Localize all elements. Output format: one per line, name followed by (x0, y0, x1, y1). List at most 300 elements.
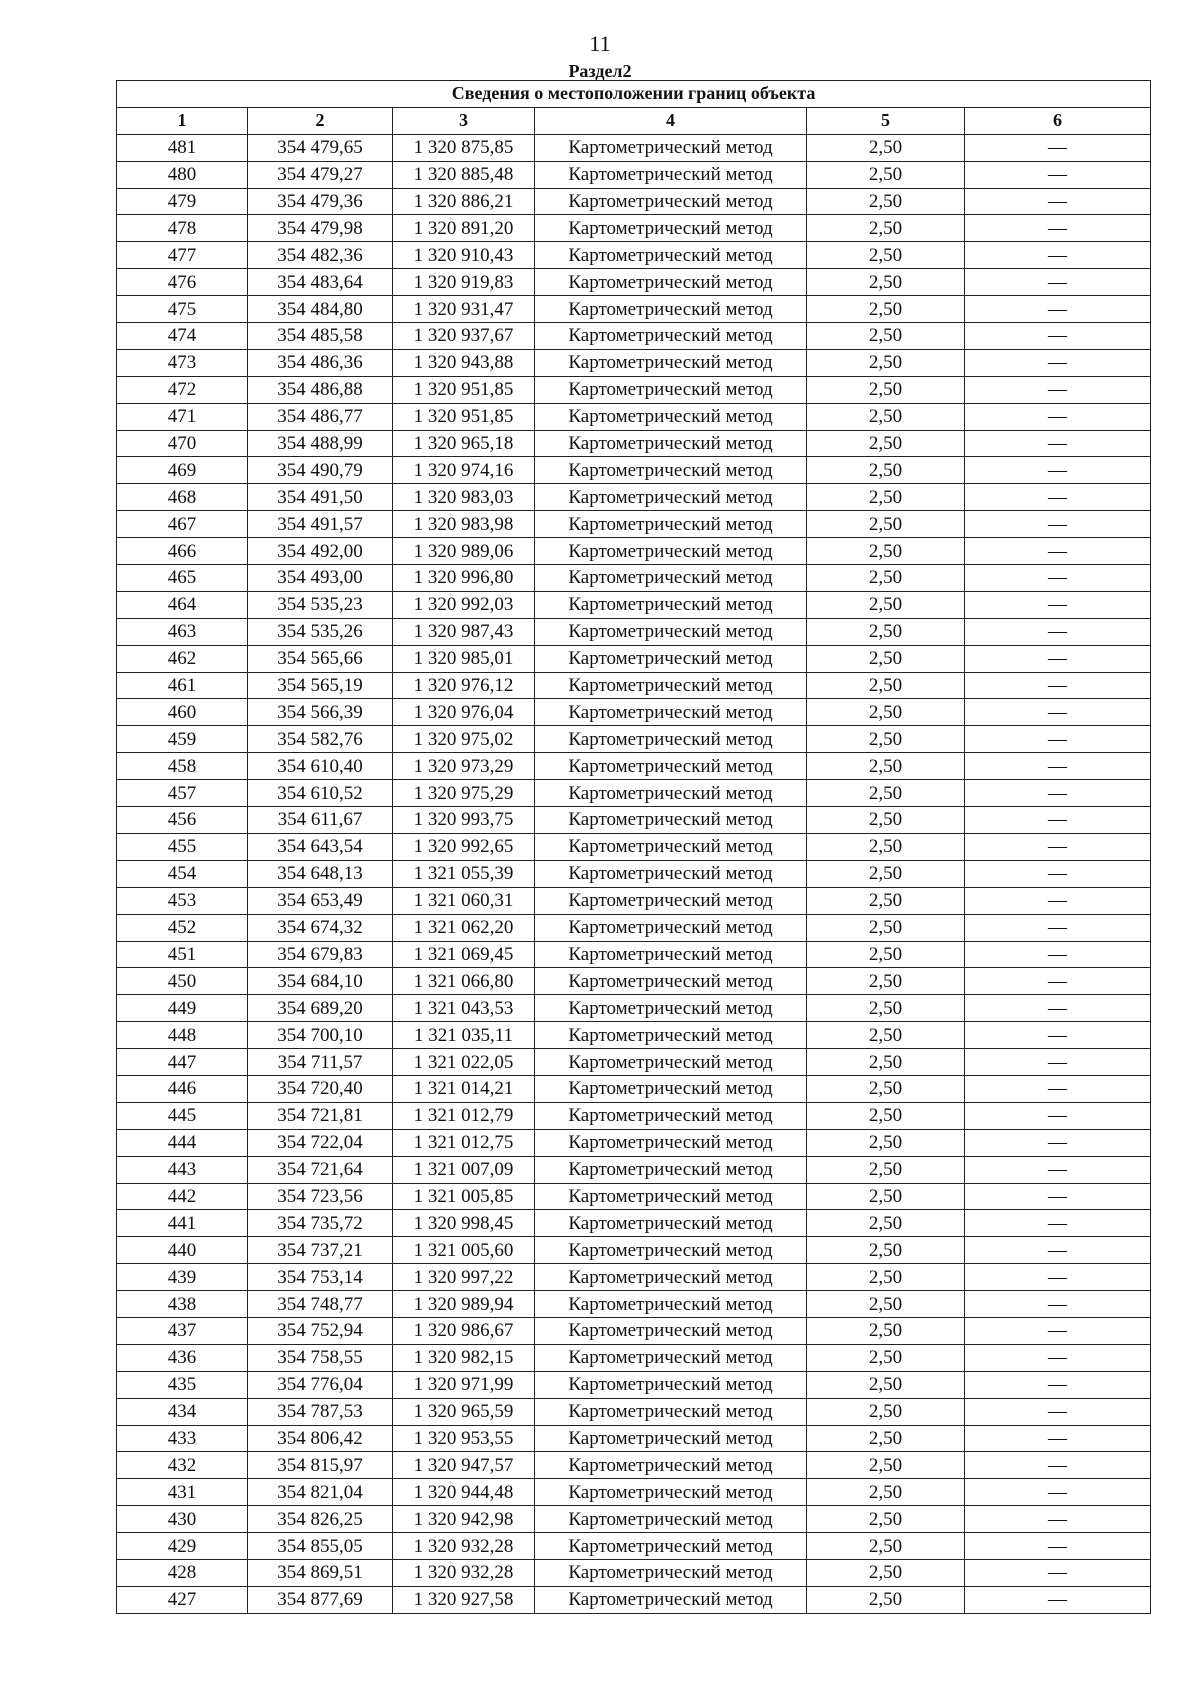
accuracy-cell: 2,50 (807, 860, 965, 887)
point-number-cell: 463 (117, 618, 248, 645)
accuracy-cell: 2,50 (807, 188, 965, 215)
table-row (117, 807, 1151, 834)
method-cell: Картометрический метод (535, 1022, 807, 1049)
accuracy-cell: 2,50 (807, 1425, 965, 1452)
table-row (117, 1371, 1151, 1398)
method-cell: Картометрический метод (535, 1586, 807, 1613)
y-coordinate-cell: 1 320 976,04 (393, 699, 535, 726)
point-number-cell: 473 (117, 349, 248, 376)
x-coordinate-cell: 354 488,99 (248, 430, 393, 457)
table-row (117, 1317, 1151, 1344)
x-coordinate-cell: 354 479,36 (248, 188, 393, 215)
accuracy-cell: 2,50 (807, 1506, 965, 1533)
table-row (117, 269, 1151, 296)
accuracy-cell: 2,50 (807, 591, 965, 618)
point-number-cell: 455 (117, 833, 248, 860)
y-coordinate-cell: 1 321 005,85 (393, 1183, 535, 1210)
method-cell: Картометрический метод (535, 726, 807, 753)
y-coordinate-cell: 1 320 975,02 (393, 726, 535, 753)
x-coordinate-cell: 354 748,77 (248, 1291, 393, 1318)
description-cell: — (965, 1237, 1151, 1264)
table-row (117, 1559, 1151, 1586)
x-coordinate-cell: 354 582,76 (248, 726, 393, 753)
table-row (117, 699, 1151, 726)
y-coordinate-cell: 1 321 012,75 (393, 1129, 535, 1156)
y-coordinate-cell: 1 320 992,03 (393, 591, 535, 618)
method-cell: Картометрический метод (535, 242, 807, 269)
y-coordinate-cell: 1 320 937,67 (393, 323, 535, 350)
table-row (117, 591, 1151, 618)
table-row (117, 753, 1151, 780)
method-cell: Картометрический метод (535, 1559, 807, 1586)
x-coordinate-cell: 354 565,66 (248, 645, 393, 672)
x-coordinate-cell: 354 821,04 (248, 1479, 393, 1506)
method-cell: Картометрический метод (535, 565, 807, 592)
accuracy-cell: 2,50 (807, 1049, 965, 1076)
x-coordinate-cell: 354 753,14 (248, 1264, 393, 1291)
y-coordinate-cell: 1 320 998,45 (393, 1210, 535, 1237)
description-cell: — (965, 726, 1151, 753)
method-cell: Картометрический метод (535, 807, 807, 834)
method-cell: Картометрический метод (535, 995, 807, 1022)
y-coordinate-cell: 1 320 983,03 (393, 484, 535, 511)
table-row (117, 780, 1151, 807)
point-number-cell: 431 (117, 1479, 248, 1506)
point-number-cell: 467 (117, 511, 248, 538)
description-cell: — (965, 887, 1151, 914)
description-cell: — (965, 941, 1151, 968)
method-cell: Картометрический метод (535, 376, 807, 403)
method-cell: Картометрический метод (535, 349, 807, 376)
x-coordinate-cell: 354 484,80 (248, 296, 393, 323)
table-row (117, 538, 1151, 565)
accuracy-cell: 2,50 (807, 1291, 965, 1318)
point-number-cell: 452 (117, 914, 248, 941)
description-cell: — (965, 1156, 1151, 1183)
x-coordinate-cell: 354 855,05 (248, 1533, 393, 1560)
y-coordinate-cell: 1 320 885,48 (393, 161, 535, 188)
method-cell: Картометрический метод (535, 699, 807, 726)
x-coordinate-cell: 354 610,52 (248, 780, 393, 807)
method-cell: Картометрический метод (535, 914, 807, 941)
method-cell: Картометрический метод (535, 1452, 807, 1479)
y-coordinate-cell: 1 320 997,22 (393, 1264, 535, 1291)
table-row (117, 1210, 1151, 1237)
accuracy-cell: 2,50 (807, 672, 965, 699)
accuracy-cell: 2,50 (807, 1371, 965, 1398)
x-coordinate-cell: 354 758,55 (248, 1344, 393, 1371)
description-cell: — (965, 807, 1151, 834)
y-coordinate-cell: 1 320 992,65 (393, 833, 535, 860)
point-number-cell: 439 (117, 1264, 248, 1291)
table-row (117, 968, 1151, 995)
y-coordinate-cell: 1 321 060,31 (393, 887, 535, 914)
x-coordinate-cell: 354 492,00 (248, 538, 393, 565)
y-coordinate-cell: 1 320 951,85 (393, 376, 535, 403)
accuracy-cell: 2,50 (807, 1452, 965, 1479)
table-row (117, 376, 1151, 403)
description-cell: — (965, 645, 1151, 672)
method-cell: Картометрический метод (535, 780, 807, 807)
point-number-cell: 470 (117, 430, 248, 457)
x-coordinate-cell: 354 648,13 (248, 860, 393, 887)
y-coordinate-cell: 1 320 986,67 (393, 1317, 535, 1344)
y-coordinate-cell: 1 320 973,29 (393, 753, 535, 780)
method-cell: Картометрический метод (535, 1317, 807, 1344)
x-coordinate-cell: 354 491,50 (248, 484, 393, 511)
method-cell: Картометрический метод (535, 1075, 807, 1102)
point-number-cell: 432 (117, 1452, 248, 1479)
y-coordinate-cell: 1 320 944,48 (393, 1479, 535, 1506)
y-coordinate-cell: 1 321 066,80 (393, 968, 535, 995)
method-cell: Картометрический метод (535, 887, 807, 914)
column-header: 3 (393, 107, 535, 134)
point-number-cell: 474 (117, 323, 248, 350)
y-coordinate-cell: 1 320 942,98 (393, 1506, 535, 1533)
method-cell: Картометрический метод (535, 968, 807, 995)
accuracy-cell: 2,50 (807, 376, 965, 403)
x-coordinate-cell: 354 610,40 (248, 753, 393, 780)
description-cell: — (965, 269, 1151, 296)
y-coordinate-cell: 1 320 931,47 (393, 296, 535, 323)
description-cell: — (965, 403, 1151, 430)
y-coordinate-cell: 1 321 005,60 (393, 1237, 535, 1264)
y-coordinate-cell: 1 320 891,20 (393, 215, 535, 242)
point-number-cell: 442 (117, 1183, 248, 1210)
accuracy-cell: 2,50 (807, 134, 965, 161)
y-coordinate-cell: 1 320 996,80 (393, 565, 535, 592)
accuracy-cell: 2,50 (807, 296, 965, 323)
table-row (117, 645, 1151, 672)
description-cell: — (965, 1264, 1151, 1291)
accuracy-cell: 2,50 (807, 1022, 965, 1049)
description-cell: — (965, 1586, 1151, 1613)
y-coordinate-cell: 1 320 953,55 (393, 1425, 535, 1452)
y-coordinate-cell: 1 320 985,01 (393, 645, 535, 672)
accuracy-cell: 2,50 (807, 807, 965, 834)
accuracy-cell: 2,50 (807, 1237, 965, 1264)
column-header: 2 (248, 107, 393, 134)
x-coordinate-cell: 354 815,97 (248, 1452, 393, 1479)
method-cell: Картометрический метод (535, 1210, 807, 1237)
description-cell: — (965, 242, 1151, 269)
x-coordinate-cell: 354 737,21 (248, 1237, 393, 1264)
accuracy-cell: 2,50 (807, 833, 965, 860)
description-cell: — (965, 1317, 1151, 1344)
point-number-cell: 438 (117, 1291, 248, 1318)
y-coordinate-cell: 1 320 932,28 (393, 1559, 535, 1586)
description-cell: — (965, 376, 1151, 403)
point-number-cell: 447 (117, 1049, 248, 1076)
accuracy-cell: 2,50 (807, 968, 965, 995)
x-coordinate-cell: 354 491,57 (248, 511, 393, 538)
y-coordinate-cell: 1 321 007,09 (393, 1156, 535, 1183)
point-number-cell: 434 (117, 1398, 248, 1425)
description-cell: — (965, 1398, 1151, 1425)
y-coordinate-cell: 1 321 014,21 (393, 1075, 535, 1102)
accuracy-cell: 2,50 (807, 1559, 965, 1586)
table-row (117, 296, 1151, 323)
table-row (117, 887, 1151, 914)
accuracy-cell: 2,50 (807, 538, 965, 565)
point-number-cell: 462 (117, 645, 248, 672)
accuracy-cell: 2,50 (807, 1183, 965, 1210)
description-cell: — (965, 188, 1151, 215)
y-coordinate-cell: 1 320 910,43 (393, 242, 535, 269)
description-cell: — (965, 484, 1151, 511)
accuracy-cell: 2,50 (807, 323, 965, 350)
table-row (117, 484, 1151, 511)
description-cell: — (965, 1533, 1151, 1560)
x-coordinate-cell: 354 674,32 (248, 914, 393, 941)
point-number-cell: 449 (117, 995, 248, 1022)
x-coordinate-cell: 354 486,77 (248, 403, 393, 430)
accuracy-cell: 2,50 (807, 780, 965, 807)
method-cell: Картометрический метод (535, 430, 807, 457)
description-cell: — (965, 1049, 1151, 1076)
point-number-cell: 450 (117, 968, 248, 995)
x-coordinate-cell: 354 653,49 (248, 887, 393, 914)
x-coordinate-cell: 354 479,98 (248, 215, 393, 242)
point-number-cell: 454 (117, 860, 248, 887)
table-caption-row (117, 81, 1151, 108)
method-cell: Картометрический метод (535, 645, 807, 672)
table-row (117, 1425, 1151, 1452)
method-cell: Картометрический метод (535, 833, 807, 860)
accuracy-cell: 2,50 (807, 726, 965, 753)
method-cell: Картометрический метод (535, 860, 807, 887)
description-cell: — (965, 833, 1151, 860)
description-cell: — (965, 565, 1151, 592)
y-coordinate-cell: 1 321 062,20 (393, 914, 535, 941)
y-coordinate-cell: 1 320 943,88 (393, 349, 535, 376)
point-number-cell: 453 (117, 887, 248, 914)
method-cell: Картометрический метод (535, 484, 807, 511)
y-coordinate-cell: 1 320 947,57 (393, 1452, 535, 1479)
table-row (117, 1291, 1151, 1318)
description-cell: — (965, 968, 1151, 995)
table-row (117, 161, 1151, 188)
method-cell: Картометрический метод (535, 1129, 807, 1156)
description-cell: — (965, 1022, 1151, 1049)
x-coordinate-cell: 354 679,83 (248, 941, 393, 968)
table-row (117, 457, 1151, 484)
accuracy-cell: 2,50 (807, 1398, 965, 1425)
point-number-cell: 428 (117, 1559, 248, 1586)
description-cell: — (965, 1425, 1151, 1452)
description-cell: — (965, 914, 1151, 941)
table-row (117, 618, 1151, 645)
y-coordinate-cell: 1 320 982,15 (393, 1344, 535, 1371)
table-row (117, 1586, 1151, 1613)
accuracy-cell: 2,50 (807, 215, 965, 242)
table-row (117, 1049, 1151, 1076)
y-coordinate-cell: 1 320 974,16 (393, 457, 535, 484)
table-row (117, 1506, 1151, 1533)
table-row (117, 430, 1151, 457)
accuracy-cell: 2,50 (807, 403, 965, 430)
accuracy-cell: 2,50 (807, 484, 965, 511)
point-number-cell: 478 (117, 215, 248, 242)
point-number-cell: 469 (117, 457, 248, 484)
point-number-cell: 464 (117, 591, 248, 618)
y-coordinate-cell: 1 320 989,06 (393, 538, 535, 565)
method-cell: Картометрический метод (535, 1425, 807, 1452)
x-coordinate-cell: 354 684,10 (248, 968, 393, 995)
accuracy-cell: 2,50 (807, 1102, 965, 1129)
y-coordinate-cell: 1 320 983,98 (393, 511, 535, 538)
page-number: 11 (589, 31, 611, 56)
x-coordinate-cell: 354 721,64 (248, 1156, 393, 1183)
table-row (117, 1075, 1151, 1102)
accuracy-cell: 2,50 (807, 430, 965, 457)
description-cell: — (965, 1506, 1151, 1533)
accuracy-cell: 2,50 (807, 1210, 965, 1237)
accuracy-cell: 2,50 (807, 511, 965, 538)
x-coordinate-cell: 354 700,10 (248, 1022, 393, 1049)
boundary-coordinates-table (116, 80, 1151, 1614)
description-cell: — (965, 1559, 1151, 1586)
x-coordinate-cell: 354 535,23 (248, 591, 393, 618)
method-cell: Картометрический метод (535, 1264, 807, 1291)
accuracy-cell: 2,50 (807, 645, 965, 672)
accuracy-cell: 2,50 (807, 1533, 965, 1560)
x-coordinate-cell: 354 643,54 (248, 833, 393, 860)
point-number-cell: 460 (117, 699, 248, 726)
y-coordinate-cell: 1 320 875,85 (393, 134, 535, 161)
accuracy-cell: 2,50 (807, 457, 965, 484)
table-row (117, 995, 1151, 1022)
x-coordinate-cell: 354 565,19 (248, 672, 393, 699)
method-cell: Картометрический метод (535, 1049, 807, 1076)
y-coordinate-cell: 1 320 989,94 (393, 1291, 535, 1318)
y-coordinate-cell: 1 321 022,05 (393, 1049, 535, 1076)
y-coordinate-cell: 1 321 012,79 (393, 1102, 535, 1129)
x-coordinate-cell: 354 493,00 (248, 565, 393, 592)
method-cell: Картометрический метод (535, 269, 807, 296)
description-cell: — (965, 1291, 1151, 1318)
point-number-cell: 441 (117, 1210, 248, 1237)
x-coordinate-cell: 354 752,94 (248, 1317, 393, 1344)
y-coordinate-cell: 1 320 965,59 (393, 1398, 535, 1425)
point-number-cell: 437 (117, 1317, 248, 1344)
accuracy-cell: 2,50 (807, 565, 965, 592)
accuracy-cell: 2,50 (807, 753, 965, 780)
y-coordinate-cell: 1 320 919,83 (393, 269, 535, 296)
description-cell: — (965, 1102, 1151, 1129)
x-coordinate-cell: 354 711,57 (248, 1049, 393, 1076)
accuracy-cell: 2,50 (807, 1586, 965, 1613)
method-cell: Картометрический метод (535, 1533, 807, 1560)
x-coordinate-cell: 354 485,58 (248, 323, 393, 350)
table-row (117, 188, 1151, 215)
table-row (117, 1022, 1151, 1049)
table-row (117, 1398, 1151, 1425)
accuracy-cell: 2,50 (807, 941, 965, 968)
y-coordinate-cell: 1 321 043,53 (393, 995, 535, 1022)
accuracy-cell: 2,50 (807, 1317, 965, 1344)
table-row (117, 1479, 1151, 1506)
point-number-cell: 427 (117, 1586, 248, 1613)
table-row (117, 1237, 1151, 1264)
point-number-cell: 435 (117, 1371, 248, 1398)
method-cell: Картометрический метод (535, 1506, 807, 1533)
accuracy-cell: 2,50 (807, 1479, 965, 1506)
point-number-cell: 433 (117, 1425, 248, 1452)
description-cell: — (965, 323, 1151, 350)
method-cell: Картометрический метод (535, 1183, 807, 1210)
y-coordinate-cell: 1 321 035,11 (393, 1022, 535, 1049)
y-coordinate-cell: 1 320 951,85 (393, 403, 535, 430)
point-number-cell: 480 (117, 161, 248, 188)
method-cell: Картометрический метод (535, 188, 807, 215)
table-row (117, 349, 1151, 376)
x-coordinate-cell: 354 787,53 (248, 1398, 393, 1425)
point-number-cell: 465 (117, 565, 248, 592)
method-cell: Картометрический метод (535, 323, 807, 350)
point-number-cell: 475 (117, 296, 248, 323)
description-cell: — (965, 860, 1151, 887)
description-cell: — (965, 1371, 1151, 1398)
x-coordinate-cell: 354 689,20 (248, 995, 393, 1022)
table-row (117, 672, 1151, 699)
description-cell: — (965, 699, 1151, 726)
y-coordinate-cell: 1 321 055,39 (393, 860, 535, 887)
x-coordinate-cell: 354 566,39 (248, 699, 393, 726)
table-row (117, 726, 1151, 753)
column-header: 4 (535, 107, 807, 134)
point-number-cell: 457 (117, 780, 248, 807)
table-row (117, 403, 1151, 430)
method-cell: Картометрический метод (535, 511, 807, 538)
point-number-cell: 436 (117, 1344, 248, 1371)
y-coordinate-cell: 1 320 965,18 (393, 430, 535, 457)
description-cell: — (965, 215, 1151, 242)
description-cell: — (965, 995, 1151, 1022)
point-number-cell: 456 (117, 807, 248, 834)
x-coordinate-cell: 354 806,42 (248, 1425, 393, 1452)
description-cell: — (965, 538, 1151, 565)
method-cell: Картометрический метод (535, 1237, 807, 1264)
method-cell: Картометрический метод (535, 403, 807, 430)
description-cell: — (965, 457, 1151, 484)
method-cell: Картометрический метод (535, 1479, 807, 1506)
table-row (117, 215, 1151, 242)
method-cell: Картометрический метод (535, 215, 807, 242)
table-body (117, 134, 1151, 1613)
x-coordinate-cell: 354 490,79 (248, 457, 393, 484)
table-row (117, 1533, 1151, 1560)
x-coordinate-cell: 354 482,36 (248, 242, 393, 269)
table-row (117, 833, 1151, 860)
point-number-cell: 481 (117, 134, 248, 161)
point-number-cell: 443 (117, 1156, 248, 1183)
point-number-cell: 468 (117, 484, 248, 511)
description-cell: — (965, 1344, 1151, 1371)
table-row (117, 1156, 1151, 1183)
table-row (117, 1102, 1151, 1129)
y-coordinate-cell: 1 320 971,99 (393, 1371, 535, 1398)
description-cell: — (965, 1452, 1151, 1479)
method-cell: Картометрический метод (535, 618, 807, 645)
point-number-cell: 440 (117, 1237, 248, 1264)
point-number-cell: 479 (117, 188, 248, 215)
accuracy-cell: 2,50 (807, 1264, 965, 1291)
method-cell: Картометрический метод (535, 1344, 807, 1371)
description-cell: — (965, 1479, 1151, 1506)
x-coordinate-cell: 354 877,69 (248, 1586, 393, 1613)
y-coordinate-cell: 1 320 932,28 (393, 1533, 535, 1560)
